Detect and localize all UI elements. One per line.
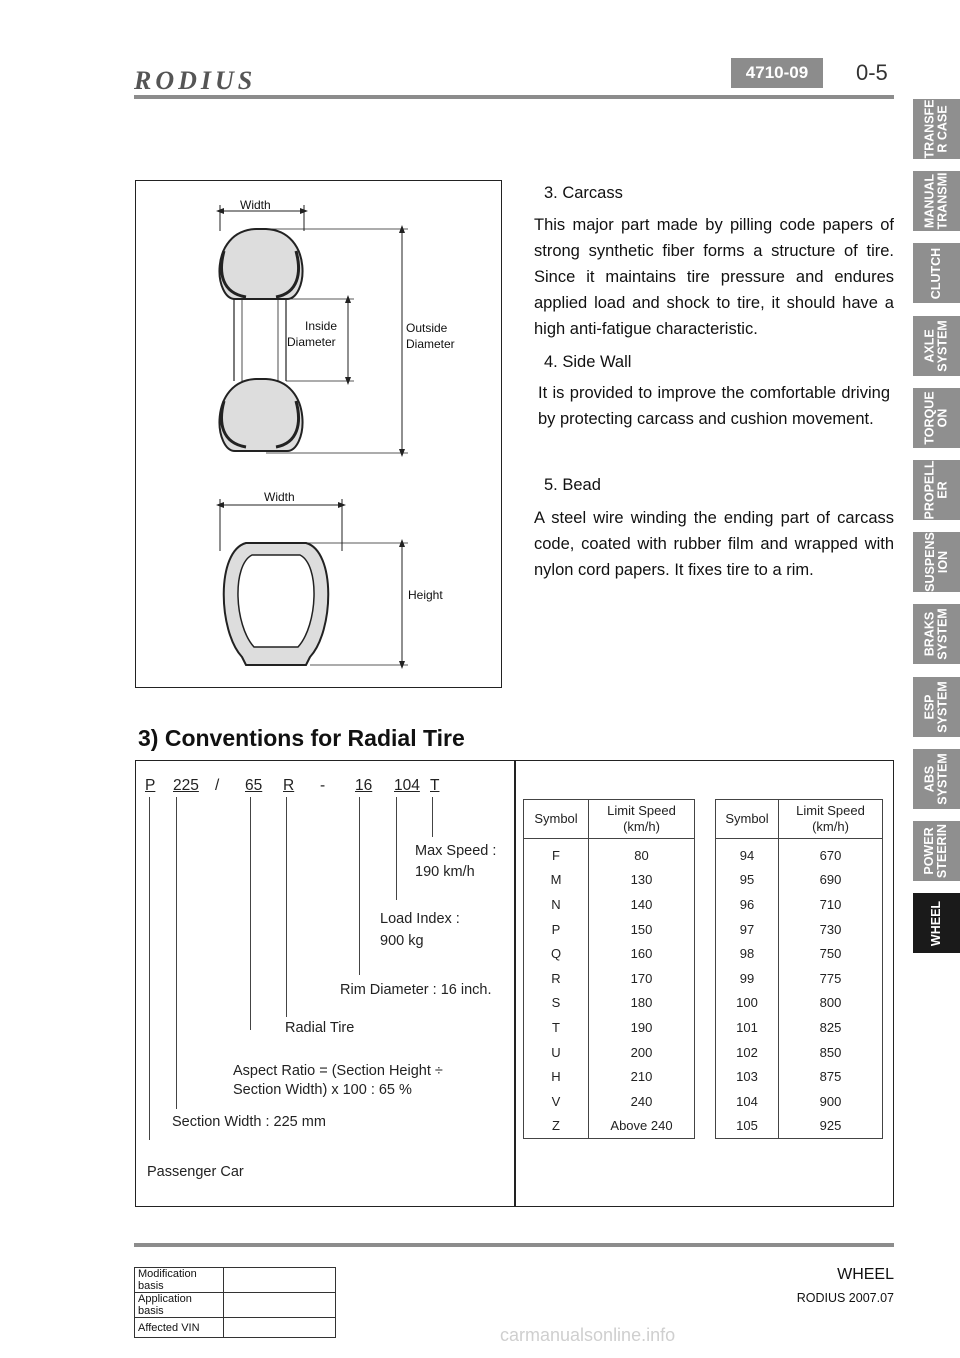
table-cell-value: 180 [589, 991, 695, 1016]
table-row [716, 991, 883, 1016]
document-code-badge: 4710-09 [731, 58, 823, 88]
label-height: Height [408, 588, 443, 602]
table-row [524, 991, 695, 1016]
table-row [716, 839, 883, 868]
table-cell-symbol: Q [524, 941, 589, 966]
table-row [524, 1015, 695, 1040]
table-cell-symbol: P [524, 917, 589, 942]
side-tab-label: BRAKS SYSTEM [922, 608, 950, 661]
table-cell-value: 200 [589, 1040, 695, 1065]
text-side-wall: It is provided to improve the comfortable driving by protecting carcass and cushion movement. [538, 384, 890, 428]
note-section-width: Section Width : 225 mm [172, 1114, 326, 1130]
table-header-symbol: Symbol [524, 800, 589, 839]
side-tab-esp-system[interactable] [913, 677, 960, 737]
table-header-limit-speed: Limit Speed (km/h) [589, 800, 695, 839]
text-carcass: This major part made by pilling code papers of strong synthetic fiber forms a structure of tire. Since it maintains tire pressure and endures applied load and shock to tire, it should have a high anti-fatigue characteristic. [534, 216, 894, 338]
heading-side-wall: 4. Side Wall [544, 353, 632, 371]
note-max-speed-1: Max Speed : [415, 843, 497, 859]
table-cell-value: 130 [589, 868, 695, 893]
table-row [716, 1064, 883, 1089]
table-cell-symbol: 94 [716, 839, 779, 868]
table-cell-symbol: T [524, 1015, 589, 1040]
side-tab-label: POWER STEERIN [922, 823, 950, 879]
table-cell-symbol: V [524, 1089, 589, 1114]
label-width-top: Width [240, 198, 271, 212]
label-inside-diameter-2: Diameter [287, 335, 336, 349]
table-cell-symbol: 102 [716, 1040, 779, 1065]
side-tab-label: TRANSFE R CASE [922, 99, 950, 159]
table-cell-symbol: 98 [716, 941, 779, 966]
footer-section-name: WHEEL [837, 1266, 894, 1283]
code-part-dash: - [320, 777, 326, 794]
table-cell-value: 900 [779, 1089, 883, 1114]
table-cell-symbol: U [524, 1040, 589, 1065]
side-tab-label: MANUAL TRANSMI [922, 172, 950, 230]
table-row [524, 1064, 695, 1089]
leader-load [396, 797, 397, 900]
mod-label: Modification basis [135, 1268, 224, 1293]
table-cell-symbol: M [524, 868, 589, 893]
side-tab-axle-system[interactable] [913, 316, 960, 376]
table-cell-value: 825 [779, 1015, 883, 1040]
brand-logo: RODIUS [134, 66, 257, 95]
code-part-p: P [145, 777, 156, 794]
code-part-104: 104 [394, 777, 420, 794]
table-cell-symbol: 105 [716, 1114, 779, 1139]
table-cell-symbol: N [524, 892, 589, 917]
table-row [716, 1089, 883, 1114]
speed-symbol-table [523, 799, 695, 1139]
table-cell-value: 925 [779, 1114, 883, 1139]
text-bead: A steel wire winding the ending part of carcass code, coated with rubber film and wrapped with nylon cord papers. It fixes tire to a rim. [534, 509, 894, 579]
side-tab-abs-system[interactable] [913, 749, 960, 809]
side-tab-label: ABS SYSTEM [922, 753, 950, 805]
load-index-table [715, 799, 883, 1139]
table-cell-value: 730 [779, 917, 883, 942]
table-row [524, 1114, 695, 1139]
side-tab-torque-on[interactable] [913, 388, 960, 448]
leader-rim [359, 797, 360, 975]
table-row [135, 1293, 336, 1318]
note-max-speed-2: 190 km/h [415, 864, 475, 880]
table-row [716, 892, 883, 917]
table-row [716, 868, 883, 893]
footer-rule [134, 1243, 894, 1247]
side-tab-propell-er[interactable] [913, 460, 960, 520]
code-part-t: T [430, 777, 440, 794]
table-row [524, 839, 695, 868]
table-cell-value: 750 [779, 941, 883, 966]
side-tab-label: TORQUE ON [922, 391, 950, 445]
side-tab-suspens-ion[interactable] [913, 532, 960, 592]
side-tab-power-steerin[interactable] [913, 821, 960, 881]
side-tab-wheel[interactable] [913, 893, 960, 953]
leader-aspect-ratio [250, 797, 251, 1030]
table-cell-value: 140 [589, 892, 695, 917]
side-tab-label: PROPELL ER [922, 460, 950, 520]
mod-value [224, 1318, 336, 1338]
mod-label: Affected VIN [135, 1318, 224, 1338]
table-cell-value: 190 [589, 1015, 695, 1040]
page-number: 0-5 [856, 60, 888, 85]
header-rule [134, 95, 894, 99]
table-row [135, 1318, 336, 1338]
table-cell-value: 240 [589, 1089, 695, 1114]
table-cell-value: 775 [779, 966, 883, 991]
side-tab-transfe-r-case[interactable] [913, 99, 960, 159]
table-row [716, 966, 883, 991]
table-cell-value: 670 [779, 839, 883, 868]
table-cell-value: Above 240 [589, 1114, 695, 1139]
table-cell-value: 170 [589, 966, 695, 991]
table-cell-value: 710 [779, 892, 883, 917]
heading-carcass: 3. Carcass [544, 184, 623, 202]
table-cell-value: 210 [589, 1064, 695, 1089]
code-part-r: R [283, 777, 295, 794]
table-row [716, 1015, 883, 1040]
tire-diagram [136, 181, 500, 686]
label-outside-diameter-1: Outside [406, 321, 448, 335]
heading-bead: 5. Bead [544, 476, 601, 494]
mod-label: Application basis [135, 1293, 224, 1318]
note-aspect-ratio-1: Aspect Ratio = (Section Height ÷ [233, 1063, 443, 1079]
table-header-limit-speed: Limit Speed (km/h) [779, 800, 883, 839]
code-part-slash: / [215, 777, 220, 794]
table-cell-symbol: S [524, 991, 589, 1016]
leader-section-width [176, 797, 177, 1109]
side-tab-label: SUSPENS ION [922, 532, 950, 593]
table-cell-value: 800 [779, 991, 883, 1016]
note-rim-diameter: Rim Diameter : 16 inch. [340, 982, 492, 998]
code-part-225: 225 [173, 777, 199, 794]
label-outside-diameter-2: Diameter [406, 337, 455, 351]
mod-value [224, 1268, 336, 1293]
note-load-index-1: Load Index : [380, 911, 460, 927]
table-cell-value: 850 [779, 1040, 883, 1065]
side-tab-label: ESP SYSTEM [922, 680, 950, 733]
table-cell-symbol: 104 [716, 1089, 779, 1114]
table-cell-symbol: 95 [716, 868, 779, 893]
table-row [524, 941, 695, 966]
table-row [524, 966, 695, 991]
leader-max-speed [432, 797, 433, 837]
table-cell-symbol: Z [524, 1114, 589, 1139]
side-tab-clutch[interactable] [913, 243, 960, 303]
table-cell-symbol: 97 [716, 917, 779, 942]
side-tab-manual-transmi[interactable] [913, 171, 960, 231]
table-row [716, 917, 883, 942]
side-tab-label: AXLE SYSTEM [922, 319, 950, 372]
table-cell-value: 160 [589, 941, 695, 966]
tire-figure [135, 180, 502, 688]
table-cell-symbol: 96 [716, 892, 779, 917]
label-inside-diameter-1: Inside [305, 319, 338, 333]
table-cell-value: 875 [779, 1064, 883, 1089]
table-header-symbol: Symbol [716, 800, 779, 839]
table-cell-value: 150 [589, 917, 695, 942]
footer-model-date: RODIUS 2007.07 [796, 1291, 894, 1305]
code-part-65: 65 [245, 777, 263, 794]
table-row [524, 1089, 695, 1114]
table-cell-symbol: H [524, 1064, 589, 1089]
table-row [524, 868, 695, 893]
table-row [716, 1040, 883, 1065]
table-cell-symbol: 99 [716, 966, 779, 991]
watermark: carmanualsonline.info [500, 1325, 676, 1345]
note-radial-tire: Radial Tire [285, 1020, 355, 1036]
note-passenger-car: Passenger Car [147, 1164, 244, 1180]
table-cell-value: 80 [589, 839, 695, 868]
mod-value [224, 1293, 336, 1318]
modification-table [134, 1267, 336, 1338]
label-width-bottom: Width [264, 490, 295, 504]
table-cell-value: 690 [779, 868, 883, 893]
leader-passenger [149, 797, 150, 1140]
note-aspect-ratio-2: Section Width) x 100 : 65 % [233, 1082, 412, 1098]
note-load-index-2: 900 kg [380, 933, 424, 949]
leader-radial [286, 797, 287, 1017]
side-tab-label: CLUTCH [929, 247, 944, 300]
table-cell-symbol: R [524, 966, 589, 991]
table-row [716, 941, 883, 966]
table-row [716, 1114, 883, 1139]
side-tab-label: WHEEL [928, 900, 943, 946]
table-cell-symbol: 101 [716, 1015, 779, 1040]
table-cell-symbol: 103 [716, 1064, 779, 1089]
side-tab-braks-system[interactable] [913, 604, 960, 664]
conventions-divider [514, 760, 516, 1207]
table-row [524, 892, 695, 917]
section-title-conventions: 3) Conventions for Radial Tire [138, 725, 465, 751]
table-row [524, 1040, 695, 1065]
table-row [524, 917, 695, 942]
table-cell-symbol: F [524, 839, 589, 868]
table-row [135, 1268, 336, 1293]
code-part-16: 16 [355, 777, 373, 794]
table-cell-symbol: 100 [716, 991, 779, 1016]
